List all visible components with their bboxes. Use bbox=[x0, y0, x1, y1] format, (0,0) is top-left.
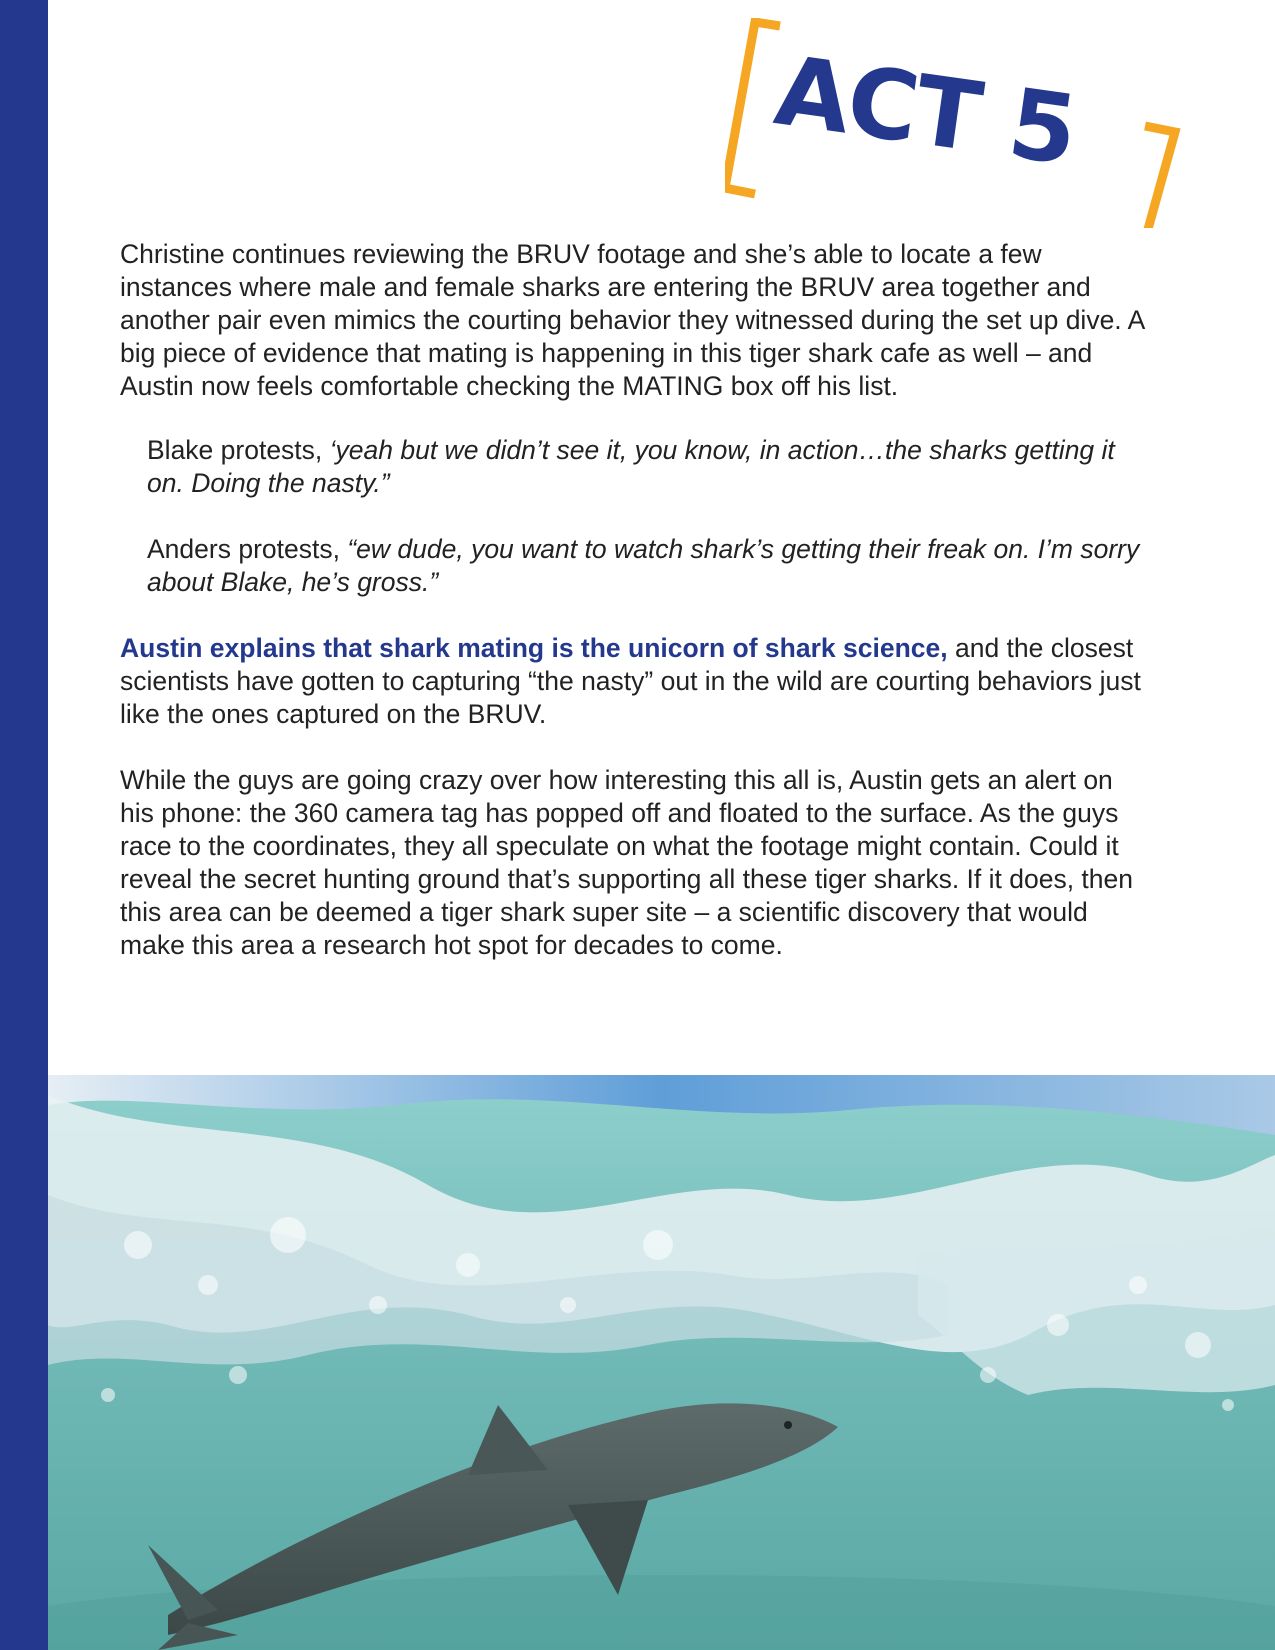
tiger-shark-photo bbox=[48, 1075, 1275, 1650]
act-title: ACT 5 bbox=[768, 34, 1082, 188]
blake-quote-lead: Blake protests, bbox=[147, 435, 330, 465]
unicorn-paragraph bbox=[120, 632, 1152, 731]
unicorn-highlight: Austin explains that shark mating is the unicorn of shark science, bbox=[120, 633, 948, 663]
intro-paragraph: Christine continues reviewing the BRUV footage and she’s able to locate a few instances where male and female sharks are entering the BRUV area together and another pair even mimics the courting behavior they witnessed during the set up dive. A big piece of evidence that mating is happening in this tiger shark cafe as well – and Austin now feels comfortable checking the MATING box off his list. bbox=[120, 239, 1144, 401]
unicorn-rest: and the closest scientists have gotten to capturing “the nasty” out in the wild are courting behaviors just like the ones captured on the BRUV. bbox=[120, 633, 1141, 729]
act-heading bbox=[725, 18, 1205, 228]
anders-quote bbox=[120, 533, 1152, 599]
tiger-shark-illustration bbox=[48, 1075, 1275, 1650]
blake-quote bbox=[120, 434, 1152, 500]
sidebar-stripe bbox=[0, 0, 48, 1650]
left-bracket bbox=[725, 22, 780, 194]
body-text bbox=[120, 238, 1152, 962]
act-heading-graphic bbox=[725, 18, 1205, 228]
blake-quote-text: ‘yeah but we didn’t see it, you know, in action…the sharks getting it on. Doing the nasty.” bbox=[147, 435, 1115, 498]
anders-quote-text: “ew dude, you want to watch shark’s getting their freak on. I’m sorry about Blake, he’s gross.” bbox=[147, 534, 1140, 597]
right-bracket bbox=[1117, 126, 1175, 228]
anders-quote-lead: Anders protests, bbox=[147, 534, 348, 564]
closing-paragraph: While the guys are going crazy over how interesting this all is, Austin gets an alert on his phone: the 360 camera tag has popped off and floated to the surface. As the guys race to the coordinates, they all speculate on what the footage might contain. Could it reveal the secret hunting ground that’s supporting all these tiger sharks. If it does, then this area can be deemed a tiger shark super site – a scientific discovery that would make this area a research hot spot for decades to come. bbox=[120, 765, 1134, 960]
